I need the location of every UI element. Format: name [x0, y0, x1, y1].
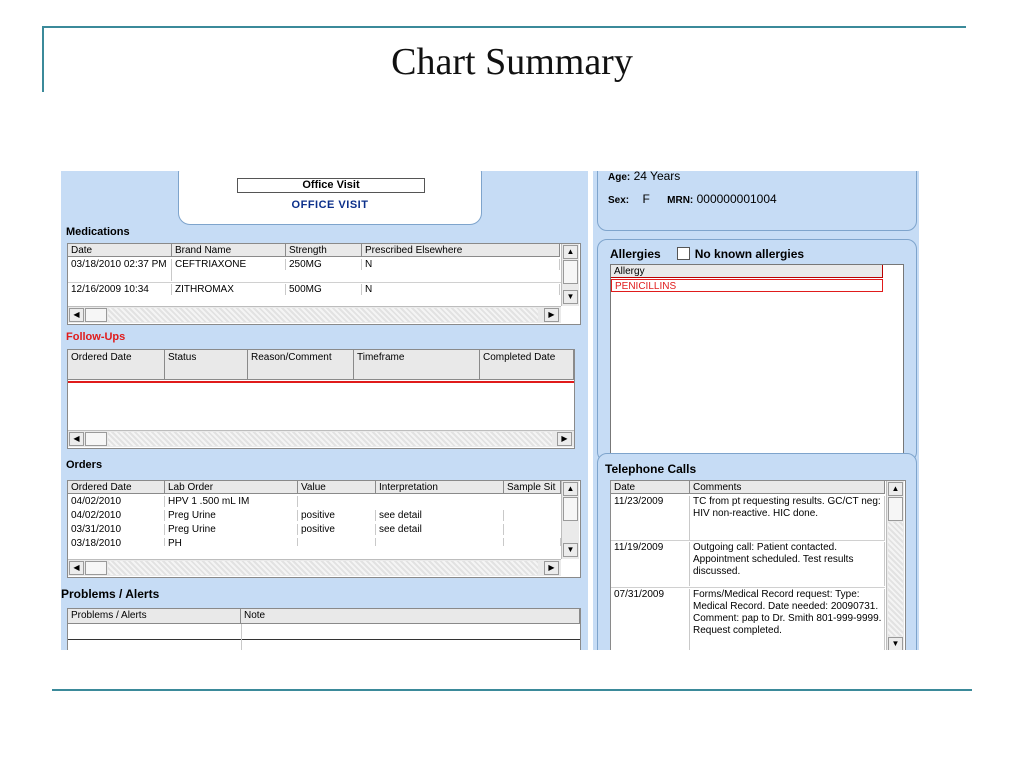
scroll-track: [108, 308, 538, 322]
orders-vscroll[interactable]: [561, 481, 579, 559]
followups-grid: [67, 349, 575, 449]
medications-vscroll[interactable]: [561, 244, 579, 306]
tel-col-date[interactable]: Date: [611, 481, 690, 494]
ord-col-interp[interactable]: Interpretation: [376, 481, 504, 494]
telephone-label: Telephone Calls: [605, 462, 697, 476]
med-col-prescribed[interactable]: Prescribed Elsewhere: [362, 244, 560, 257]
medications-hscroll[interactable]: [68, 306, 561, 323]
ord-value: positive: [298, 524, 376, 535]
triangle-up-icon[interactable]: ▲: [888, 482, 903, 496]
med-brand: ZITHROMAX: [172, 284, 286, 295]
ord-date: 04/02/2010: [68, 496, 165, 507]
med-prescribed: N: [362, 259, 560, 270]
prob-col-note[interactable]: Note: [241, 609, 580, 624]
ord-date: 03/18/2010: [68, 538, 165, 546]
ord-value: [298, 538, 376, 546]
tel-comment: TC from pt requesting results. GC/CT neg: HIV non-reactive. HIC done.: [690, 496, 885, 540]
scroll-thumb[interactable]: [563, 260, 578, 284]
orders-grid: [67, 480, 581, 578]
med-date: 03/18/2010 02:37 PM: [68, 259, 172, 281]
ord-lab: HPV 1 .500 mL IM: [165, 496, 298, 507]
ord-lab: Preg Urine: [165, 524, 298, 535]
tel-date: 11/23/2009: [611, 496, 690, 540]
med-col-strength[interactable]: Strength: [286, 244, 362, 257]
fu-col-timeframe[interactable]: Timeframe: [354, 350, 480, 380]
age-line: [608, 171, 680, 183]
row-divider: [611, 540, 885, 541]
col-divider: [241, 624, 242, 650]
triangle-up-icon[interactable]: ▲: [563, 482, 578, 496]
row-divider: [611, 587, 885, 588]
ord-col-value[interactable]: Value: [298, 481, 376, 494]
triangle-down-icon[interactable]: ▼: [563, 543, 578, 557]
slide-top-rule: [42, 26, 966, 28]
scroll-thumb[interactable]: [85, 561, 107, 575]
no-known-allergies-label: No known allergies: [694, 247, 805, 261]
ord-interp: see detail: [376, 510, 504, 521]
allergies-panel: [597, 239, 917, 462]
triangle-down-icon[interactable]: ▼: [563, 290, 578, 304]
telephone-panel: [597, 453, 917, 650]
scroll-thumb[interactable]: [563, 497, 578, 521]
triangle-right-icon[interactable]: ▶: [557, 432, 572, 446]
sex-label: Sex:: [608, 195, 630, 206]
scroll-thumb[interactable]: [85, 308, 107, 322]
triangle-left-icon[interactable]: ◀: [69, 432, 84, 446]
ord-col-sample[interactable]: Sample Sit: [504, 481, 561, 494]
triangle-right-icon[interactable]: ▶: [544, 308, 559, 322]
ord-date: 04/02/2010: [68, 510, 165, 521]
medications-label: Medications: [66, 226, 130, 238]
ord-value: positive: [298, 510, 376, 521]
ord-date: 03/31/2010: [68, 524, 165, 535]
triangle-right-icon[interactable]: ▶: [544, 561, 559, 575]
allergies-list: [610, 264, 904, 456]
scroll-thumb[interactable]: [888, 497, 903, 521]
scroll-track: [888, 522, 903, 636]
ord-col-lab[interactable]: Lab Order: [165, 481, 298, 494]
medications-grid: [67, 243, 581, 325]
med-col-date[interactable]: Date: [68, 244, 172, 257]
ord-lab: PH: [165, 538, 298, 546]
ord-col-date[interactable]: Ordered Date: [68, 481, 165, 494]
scroll-track: [108, 432, 552, 446]
tel-date: 11/19/2009: [611, 542, 690, 586]
no-known-allergies-checkbox[interactable]: [677, 247, 690, 260]
allergy-item[interactable]: PENICILLINS: [611, 279, 883, 292]
sex-value: F: [642, 192, 650, 206]
scroll-track: [108, 561, 538, 575]
med-date: 12/16/2009 10:34: [68, 284, 172, 295]
followups-hscroll[interactable]: [68, 430, 574, 447]
slide-title: Chart Summary: [391, 41, 633, 83]
ord-interp: [376, 538, 504, 546]
fu-col-ordered[interactable]: Ordered Date: [68, 350, 165, 380]
tel-col-comments[interactable]: Comments: [690, 481, 885, 494]
age-value: 24 Years: [633, 171, 681, 183]
allergies-header: [610, 247, 804, 261]
mrn-value: 000000001004: [696, 192, 777, 206]
age-label: Age:: [608, 172, 631, 183]
fu-col-completed[interactable]: Completed Date: [480, 350, 574, 380]
ord-sample: [504, 538, 561, 546]
followups-label: Follow-Ups: [66, 331, 126, 343]
orders-label: Orders: [66, 459, 103, 471]
mrn-label: MRN:: [667, 195, 694, 206]
visit-info-box: [178, 171, 482, 225]
followups-red-line: [68, 381, 574, 383]
med-col-brand[interactable]: Brand Name: [172, 244, 286, 257]
triangle-up-icon[interactable]: ▲: [563, 245, 578, 259]
problems-grid: [67, 608, 581, 650]
triangle-left-icon[interactable]: ◀: [69, 308, 84, 322]
scroll-thumb[interactable]: [85, 432, 107, 446]
slide-bottom-rule: [52, 689, 972, 691]
med-strength: 250MG: [286, 259, 362, 270]
allergy-col[interactable]: Allergy: [611, 265, 883, 278]
telephone-grid: [610, 480, 906, 650]
prob-col-problems[interactable]: Problems / Alerts: [68, 609, 241, 624]
med-brand: CEFTRIAXONE: [172, 259, 286, 270]
left-pane: [61, 171, 588, 650]
tel-date: 07/31/2009: [611, 589, 690, 650]
problems-label: Problems / Alerts: [61, 587, 160, 601]
right-pane: [593, 171, 919, 650]
visit-type-field[interactable]: Office Visit: [237, 178, 425, 193]
fu-col-reason[interactable]: Reason/Comment: [248, 350, 354, 380]
fu-col-status[interactable]: Status: [165, 350, 248, 380]
tel-comment: Forms/Medical Record request: Type: Medical Record. Date needed: 20090731. Comment: pap to Dr. Smith 801-999-9999. Request completed.: [690, 589, 885, 650]
allergies-label: Allergies: [610, 247, 661, 261]
row-divider: [68, 282, 562, 283]
tel-comment: Outgoing call: Patient contacted. Appointment scheduled. Test results discussed.: [690, 542, 885, 586]
triangle-left-icon[interactable]: ◀: [69, 561, 84, 575]
ord-lab: Preg Urine: [165, 510, 298, 521]
sex-mrn-line: [608, 192, 777, 206]
orders-hscroll[interactable]: [68, 559, 561, 576]
med-prescribed: N: [362, 284, 560, 295]
patient-info-box: [597, 171, 917, 231]
triangle-down-icon[interactable]: ▼: [888, 637, 903, 650]
visit-type-label: OFFICE VISIT: [291, 199, 369, 211]
row-divider: [68, 639, 580, 640]
chart-summary-screenshot: [61, 171, 919, 650]
med-strength: 500MG: [286, 284, 362, 295]
telephone-vscroll[interactable]: [886, 481, 904, 650]
ord-interp: see detail: [376, 524, 504, 535]
